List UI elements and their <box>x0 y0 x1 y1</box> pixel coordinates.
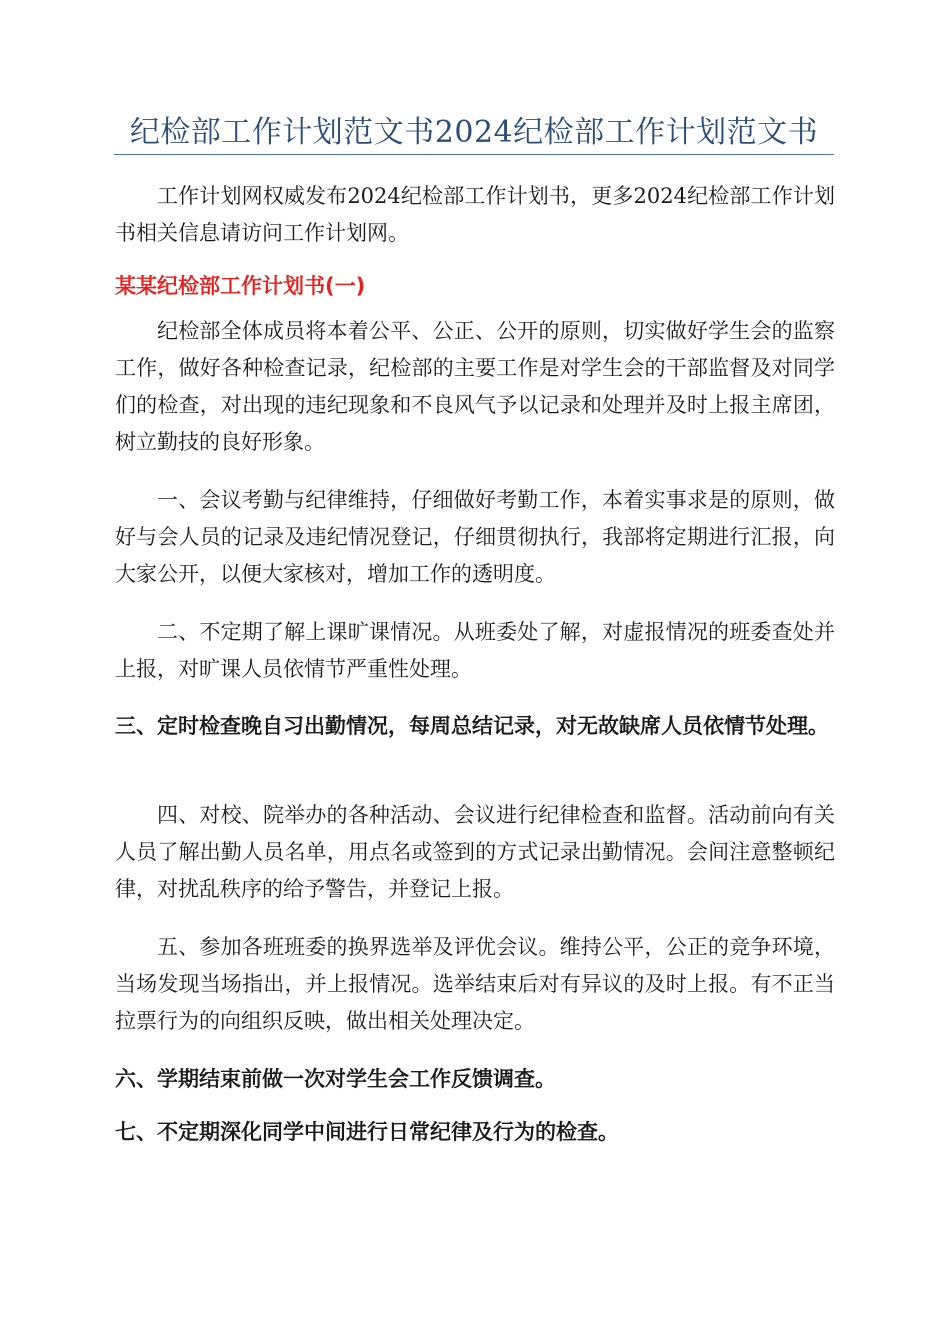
bold-item-6: 六、学期结束前做一次对学生会工作反馈调查。 <box>115 1067 556 1091</box>
document-title: 纪检部工作计划范文书2024纪检部工作计划范文书 <box>129 115 819 150</box>
bold-item-3: 三、定时检查晚自习出勤情况，每周总结记录，对无故缺席人员依情节处理。 <box>115 714 829 738</box>
bold-item-7: 七、不定期深化同学中间进行日常纪律及行为的检查。 <box>115 1120 619 1144</box>
paragraph-principles: 纪检部全体成员将本着公平、公正、公开的原则，切实做好学生会的监察工作，做好各种检查记录，纪检部的主要工作是对学生会的干部监督及对同学们的检查，对出现的违纪现象和不良风气予以记录和处理并及时上报主席团，树立勤技的良好形象。 <box>115 319 835 454</box>
intro-paragraph: 工作计划网权威发布2024纪检部工作计划书，更多2024纪检部工作计划书相关信息请访问工作计划网。 <box>115 184 835 245</box>
paragraph-item-1: 一、会议考勤与纪律维持，仔细做好考勤工作，本着实事求是的原则，做好与会人员的记录及违纪情况登记，仔细贯彻执行，我部将定期进行汇报，向大家公开，以便大家核对，增加工作的透明度。 <box>115 488 835 586</box>
paragraph-item-4: 四、对校、院举办的各种活动、会议进行纪律检查和监督。活动前向有关人员了解出勤人员名单，用点名或签到的方式记录出勤情况。会间注意整顿纪律，对扰乱秩序的给予警告，并登记上报。 <box>115 803 835 901</box>
paragraph-item-2: 二、不定期了解上课旷课情况。从班委处了解，对虚报情况的班委查处并上报，对旷课人员依情节严重性处理。 <box>115 620 835 681</box>
paragraph-item-5: 五、参加各班班委的换界选举及评优会议。维持公平，公正的竞争环境，当场发现当场指出，并上报情况。选举结束后对有异议的及时上报。有不正当拉票行为的向组织反映，做出相关处理决定。 <box>115 935 835 1033</box>
title-underline <box>114 154 834 155</box>
section-heading: 某某纪检部工作计划书(一) <box>115 274 366 298</box>
